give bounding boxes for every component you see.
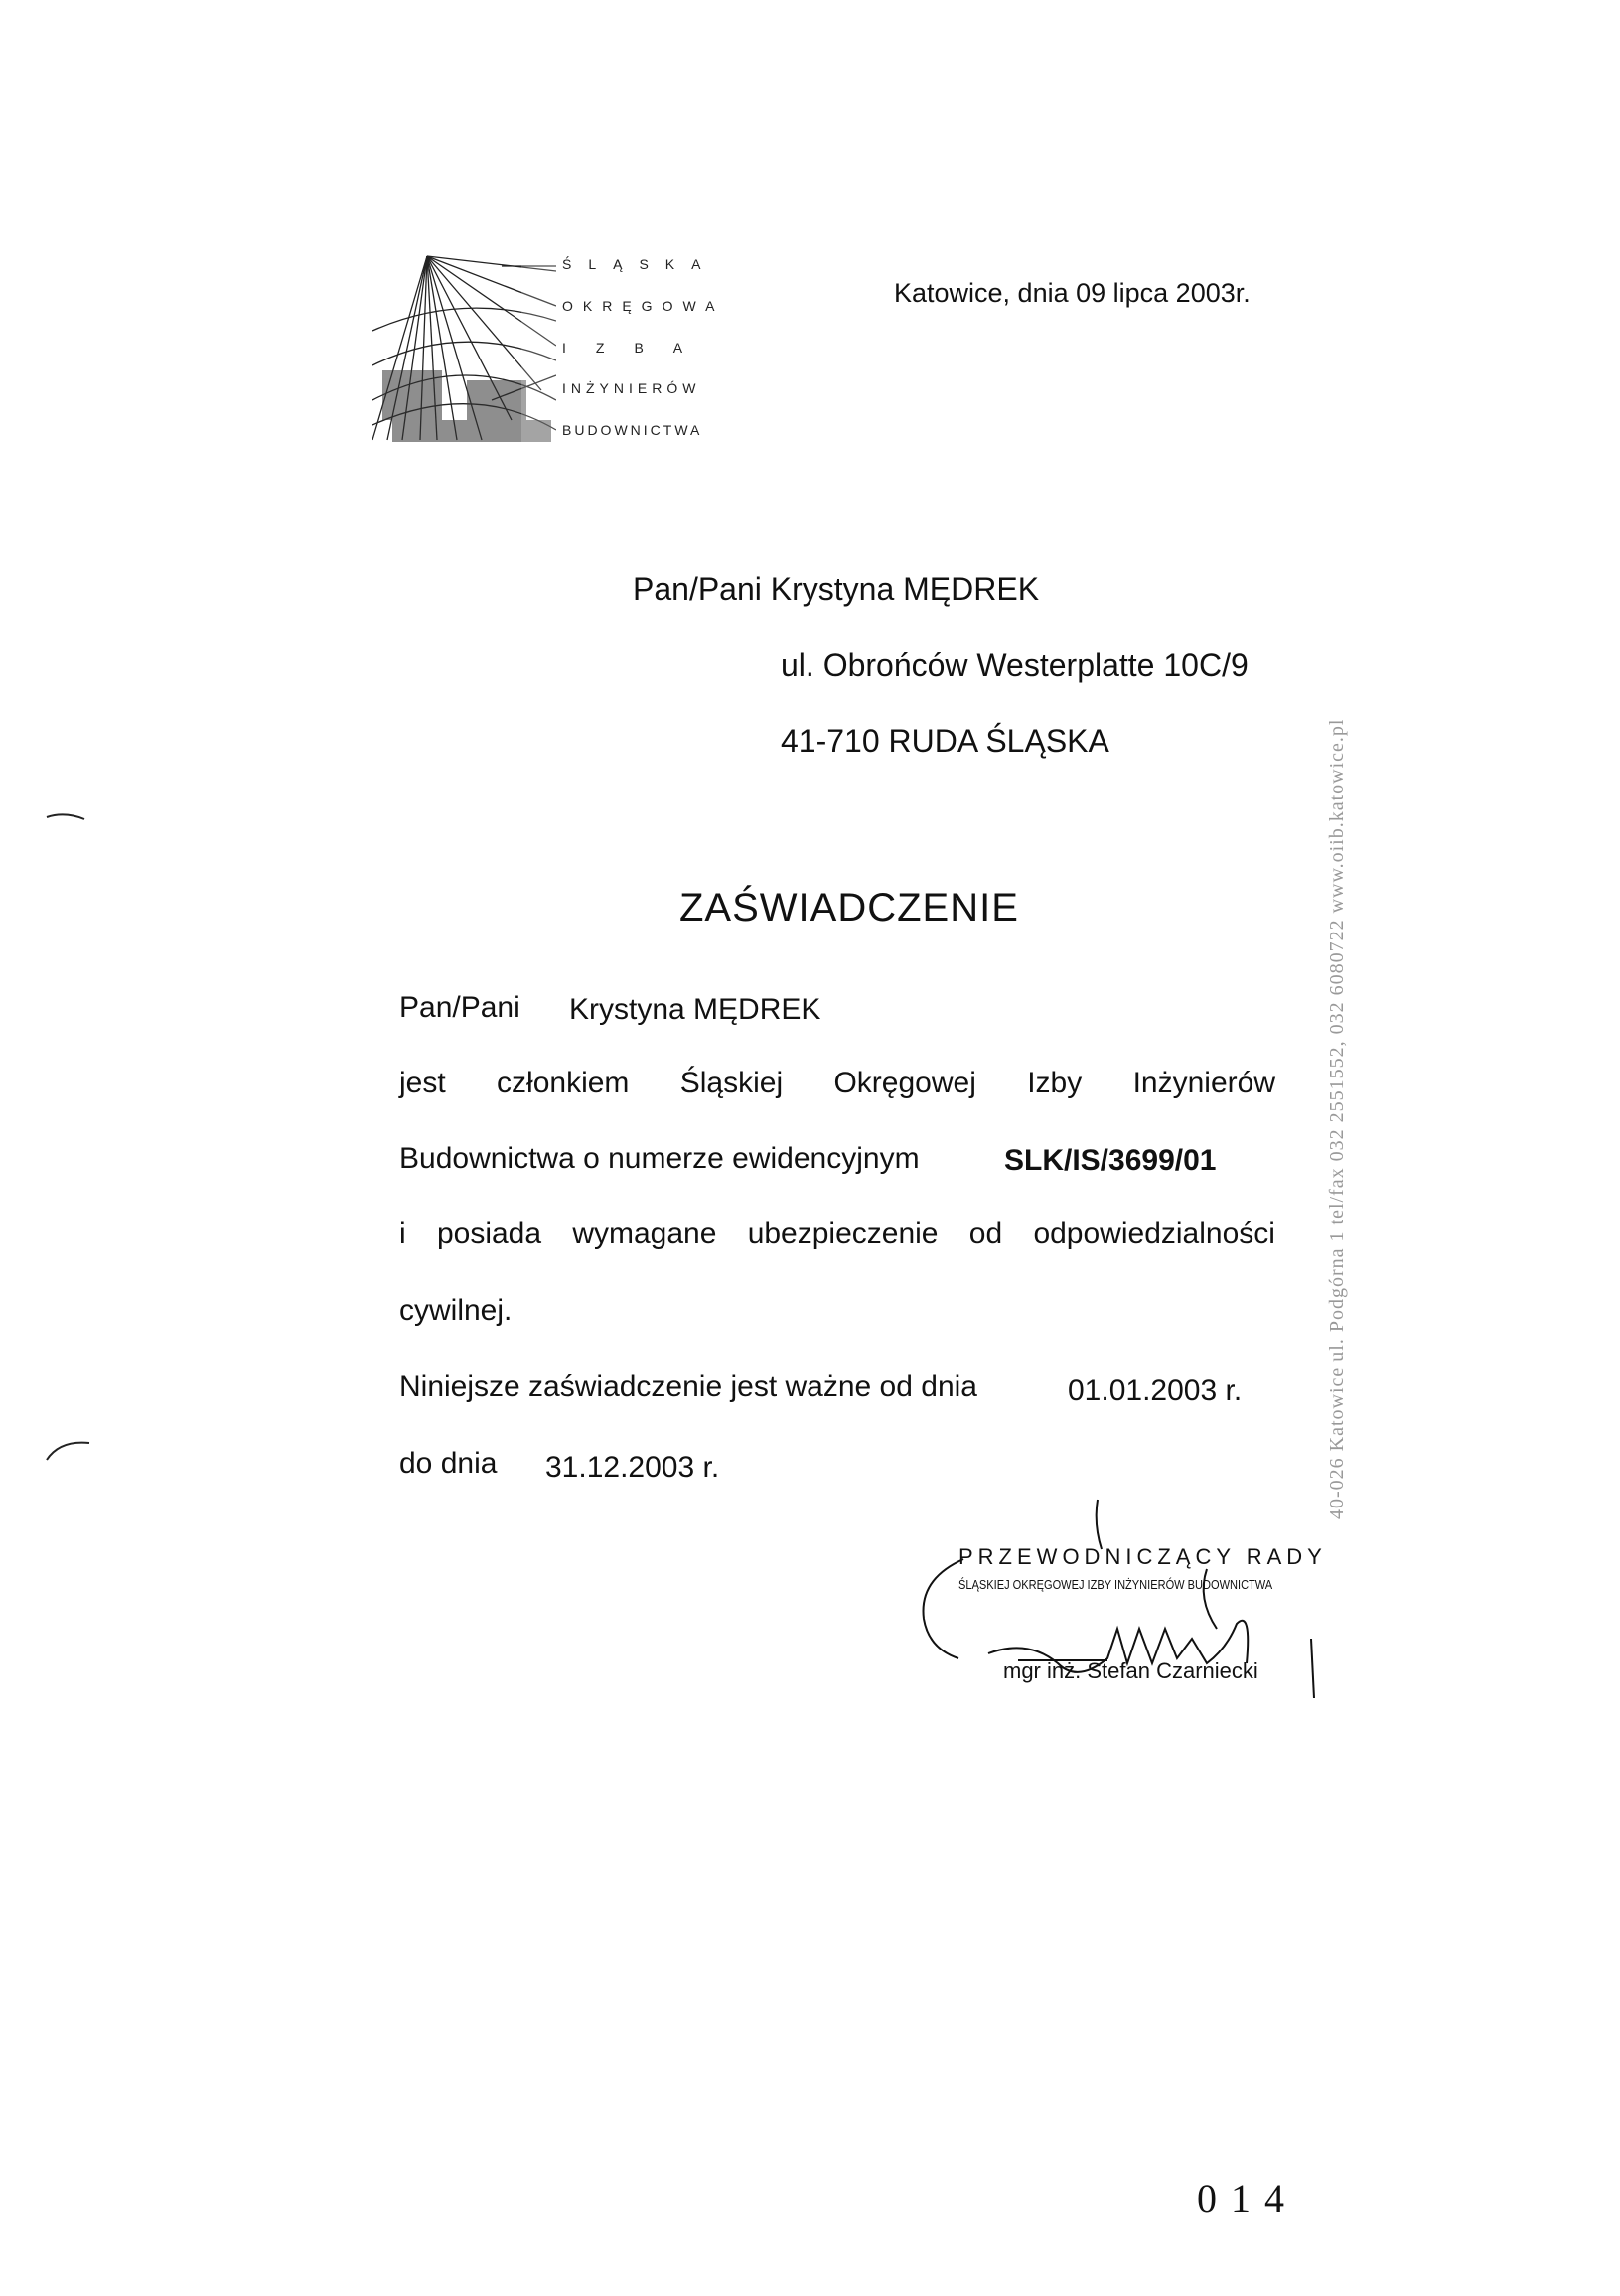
word: Izby bbox=[1027, 1067, 1083, 1099]
word: Śląskiej bbox=[679, 1067, 784, 1099]
word: wymagane bbox=[572, 1218, 717, 1250]
signature-title: PRZEWODNICZĄCY RADY bbox=[958, 1544, 1327, 1569]
recipient-city: 41-710 RUDA ŚLĄSKA bbox=[781, 723, 1109, 759]
word: członkiem bbox=[497, 1067, 630, 1099]
logo-graphic bbox=[372, 251, 556, 442]
logo-text-izba: IZBA bbox=[562, 340, 713, 356]
document-title: ZAŚWIADCZENIE bbox=[679, 886, 1019, 930]
signature-subtitle: ŚLĄSKIEJ OKRĘGOWEJ IZBY INŻYNIERÓW BUDOWNICTWA bbox=[958, 1577, 1273, 1592]
word: i bbox=[399, 1218, 406, 1250]
word: ubezpieczenie bbox=[747, 1218, 939, 1250]
logo-text-inzynierow: INŻYNIERÓW bbox=[562, 380, 701, 396]
word: posiada bbox=[436, 1218, 542, 1250]
body-line-register: Budownictwa o numerze ewidencyjnym bbox=[399, 1142, 920, 1175]
body-line-insurance bbox=[399, 1218, 1275, 1251]
page-number: 014 bbox=[1197, 2176, 1298, 2221]
signer-name: mgr inż. Stefan Czarniecki bbox=[1003, 1658, 1258, 1683]
logo-text-budownictwa: BUDOWNICTWA bbox=[562, 422, 703, 438]
valid-to-label: do dnia bbox=[399, 1447, 498, 1480]
word: Inżynierów bbox=[1132, 1067, 1275, 1099]
recipient-salutation: Pan/Pani Krystyna MĘDREK bbox=[633, 571, 1040, 607]
recipient-street: ul. Obrońców Westerplatte 10C/9 bbox=[781, 647, 1249, 683]
body-line-membership bbox=[399, 1067, 1275, 1100]
word: od bbox=[968, 1218, 1003, 1250]
word: Okręgowej bbox=[833, 1067, 976, 1099]
registration-number: SLK/IS/3699/01 bbox=[1004, 1144, 1217, 1177]
word: odpowiedzialności bbox=[1033, 1218, 1275, 1250]
margin-mark bbox=[45, 809, 94, 829]
validity-text: Niniejsze zaświadczenie jest ważne od dnia bbox=[399, 1370, 977, 1403]
valid-from-date: 01.01.2003 r. bbox=[1068, 1374, 1243, 1407]
date-line: Katowice, dnia 09 lipca 2003r. bbox=[894, 278, 1251, 308]
side-contact-text: 40-026 Katowice ul. Podgórna 1 tel/fax 032 2551552, 032 6080722 www.oiib.katowice.pl bbox=[1326, 718, 1348, 1519]
pan-pani-label: Pan/Pani bbox=[399, 991, 520, 1024]
word: jest bbox=[399, 1067, 446, 1099]
logo-text-okregowa: OKRĘGOWA bbox=[562, 298, 725, 314]
person-name: Krystyna MĘDREK bbox=[569, 993, 821, 1026]
valid-to-date: 31.12.2003 r. bbox=[545, 1451, 720, 1484]
body-line-civil: cywilnej. bbox=[399, 1294, 513, 1327]
logo-text-slaska: ŚLĄSKA bbox=[562, 256, 718, 272]
margin-mark bbox=[45, 1435, 94, 1465]
